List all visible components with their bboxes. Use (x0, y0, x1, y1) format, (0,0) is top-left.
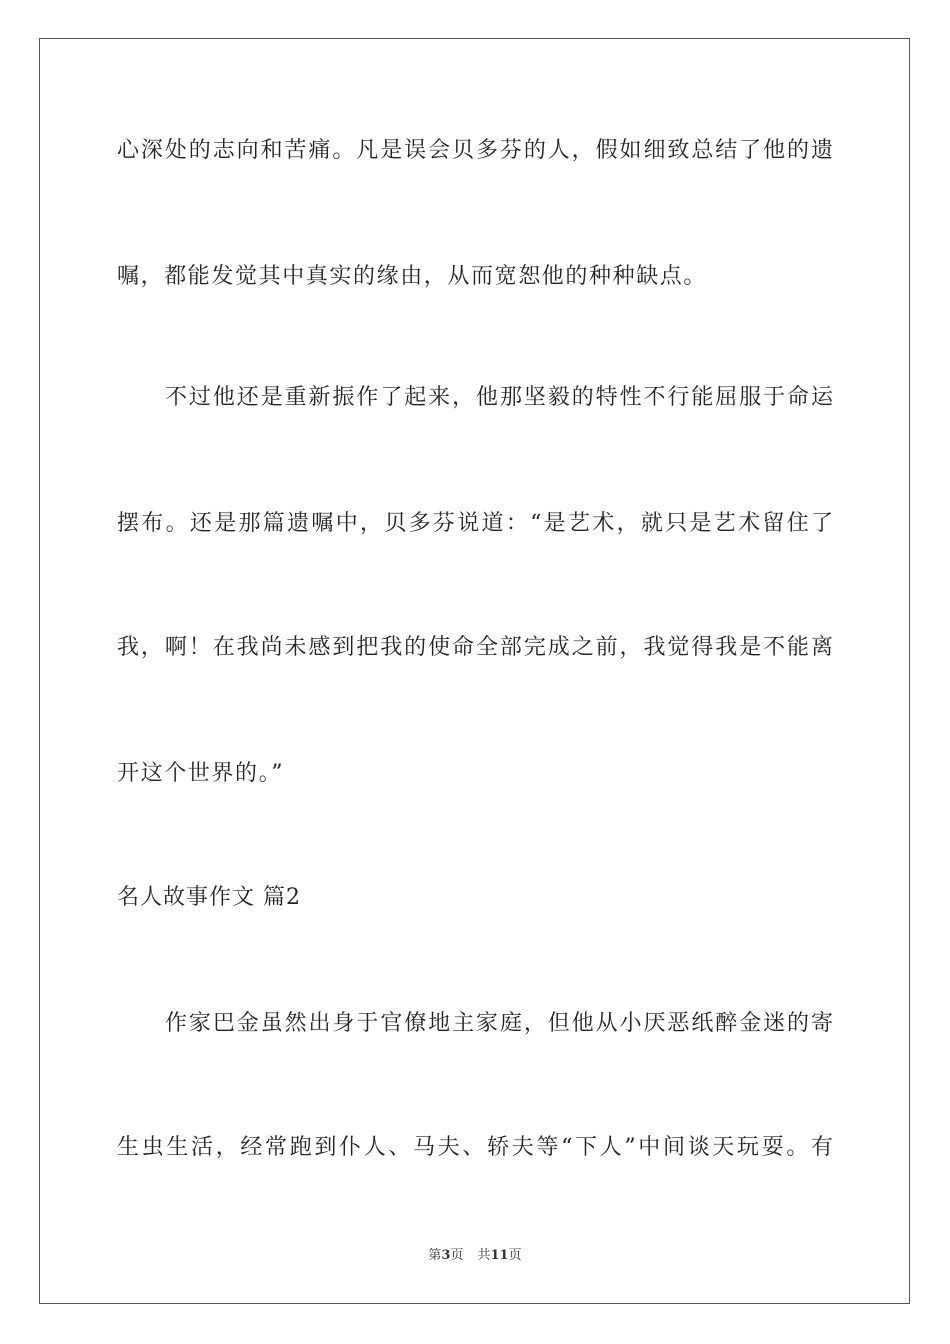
text-line: 开这个世界的。” (117, 761, 285, 786)
page-border (39, 38, 910, 1304)
page-suffix: 页 (450, 1248, 464, 1263)
total-suffix: 页 (508, 1248, 522, 1263)
text-line: 生虫生活，经常跑到仆人、马夫、轿夫等“下人”中间谈天玩耍。有 (117, 1135, 833, 1160)
page-number: 3 (441, 1248, 451, 1263)
section-heading: 名人故事作文 篇2 (117, 885, 301, 910)
total-prefix: 共 (477, 1248, 491, 1263)
page-footer (0, 1247, 950, 1265)
text-line: 摆布。还是那篇遗嘱中，贝多芬说道：“是艺术，就只是艺术留住了 (117, 511, 833, 536)
text-line: 嘱，都能发觉其中真实的缘由，从而宽恕他的种种缺点。 (117, 264, 708, 289)
text-line: 作家巴金虽然出身于官僚地主家庭，但他从小厌恶纸醉金迷的寄 (165, 1011, 833, 1036)
total-pages: 11 (490, 1248, 509, 1263)
text-line: 我，啊！在我尚未感到把我的使命全部完成之前，我觉得我是不能离 (117, 635, 833, 660)
text-line: 心深处的志向和苦痛。凡是误会贝多芬的人，假如细致总结了他的遗 (117, 138, 833, 163)
page-prefix: 第 (428, 1248, 442, 1263)
text-line: 不过他还是重新振作了起来，他那坚毅的特性不行能屈服于命运 (165, 385, 833, 410)
